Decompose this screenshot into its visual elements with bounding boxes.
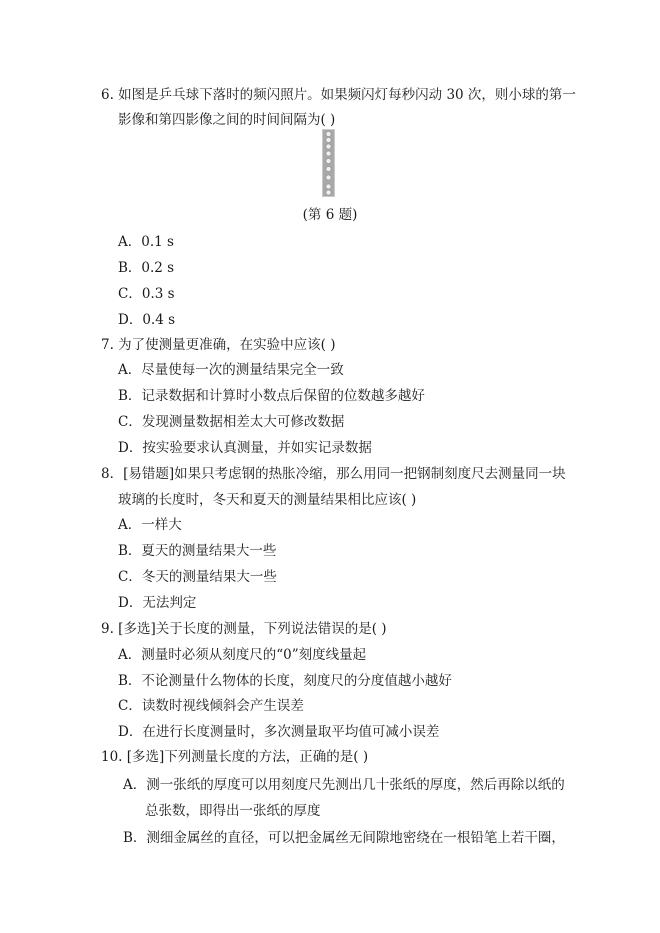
q8-option-b: B．夏天的测量结果大一些 [118, 543, 277, 559]
q9-option-c: C．读数时视线倾斜会产生误差 [118, 698, 304, 714]
q6-option-b: B．0.2 s [118, 260, 175, 276]
q9-option-a: A．测量时必须从刻度尺的“0”刻度线量起 [118, 647, 367, 663]
q7-stem: 7. 为了使测量更准确，在实验中应该( ) [101, 337, 336, 353]
q6-stem-line1: 6. 如图是乒乓球下落时的频闪照片。如果频闪灯每秒闪动 30 次，则小球的第一 [101, 87, 576, 103]
q7-option-d: D．按实验要求认真测量，并如实记录数据 [118, 440, 372, 456]
q6-option-a: A．0.1 s [118, 234, 174, 250]
q6-stem-line2: 影像和第四影像之间的时间间隔为( ) [118, 112, 336, 128]
q7-option-b: B．记录数据和计算时小数点后保留的位数越多越好 [118, 388, 425, 404]
q9-option-b: B．不论测量什么物体的长度，刻度尺的分度值越小越好 [118, 673, 452, 689]
q8-option-a: A．一样大 [118, 517, 182, 533]
q10-stem: 10. [多选]下列测量长度的方法，正确的是( ) [101, 749, 369, 765]
figure-caption: (第 6 题) [302, 207, 358, 223]
q10-option-a-line1: A．测一张纸的厚度可以用刻度尺先测出几十张纸的厚度，然后再除以纸的 [123, 777, 565, 793]
q7-option-a: A．尽量使每一次的测量结果完全一致 [118, 362, 344, 378]
q8-option-d: D．无法判定 [118, 595, 197, 611]
q8-stem-line2: 玻璃的长度时，冬天和夏天的测量结果相比应该( ) [118, 492, 417, 508]
q6-option-c: C．0.3 s [118, 286, 175, 302]
q6-option-d: D．0.4 s [118, 312, 176, 328]
q10-option-a-line2: 总张数，即得出一张纸的厚度 [145, 803, 321, 819]
q9-option-d: D．在进行长度测量时，多次测量取平均值可减小误差 [118, 724, 440, 740]
q10-option-b-line1: B．测细金属丝的直径，可以把金属丝无间隙地密绕在一根铅笔上若干圈， [123, 830, 565, 846]
q7-option-c: C．发现测量数据相差太大可修改数据 [118, 414, 345, 430]
q9-stem: 9. [多选]关于长度的测量，下列说法错误的是( ) [101, 621, 387, 637]
q8-stem-line1: 8．[易错题]如果只考虑钢的热胀冷缩，那么用同一把钢制刻度尺去测量同一块 [101, 466, 566, 482]
q8-option-c: C．冬天的测量结果大一些 [118, 569, 277, 585]
ping-pong-strobe-photo [322, 129, 335, 197]
